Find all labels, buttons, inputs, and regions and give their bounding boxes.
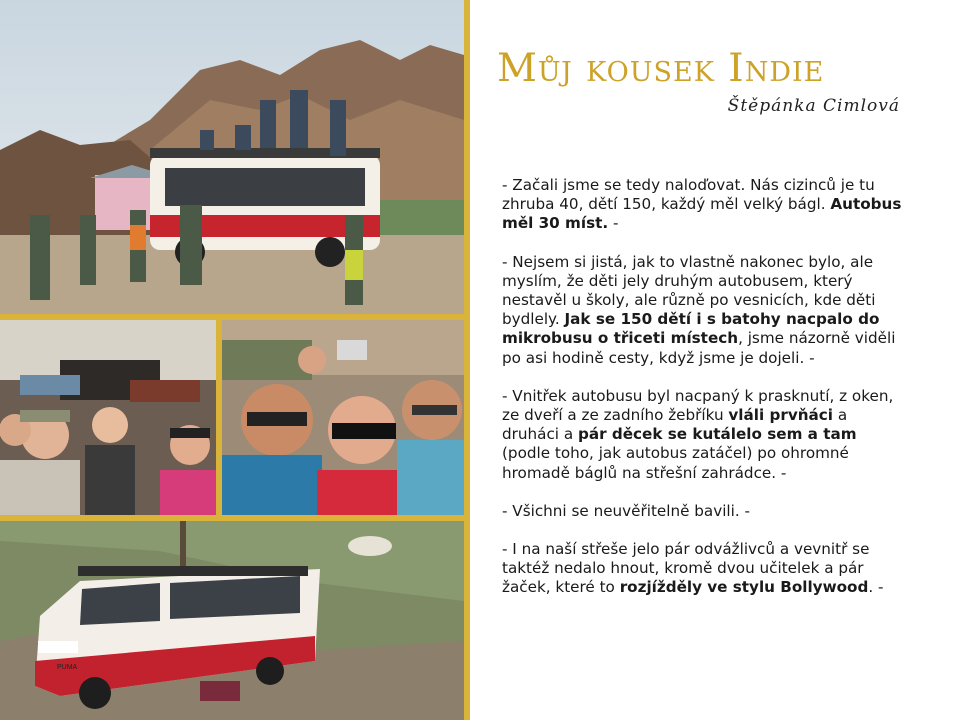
paragraph-2: - Nejsem si jistá, jak to vlastně nakonec bylo, ale myslím, že děti jely druhým autobusem, který nestavěl u školy, ale různě po vesnicích, kde děti bydlely. Jak se 150 dětí i s batohy nacpalo do mikrobusu o třiceti místech, jsme názorně viděli po asi hodině cesty, když jsme je dojeli. - (502, 252, 896, 367)
paragraph-4: - Všichni se neuvěřitelně bavili. - (502, 501, 750, 520)
paragraph-3: - Vnitřek autobusu byl nacpaný k prasknutí, z oken, ze dveří a ze zadního žebříku vláli prvňáci a druháci a pár děcek se kutálelo sem a tam (podle toho, jak autobus zatáčel) po ohromné hromadě báglů na střešní zahrádce. - (502, 386, 894, 482)
author-name: Štěpánka Cimlová (727, 96, 900, 116)
photo-bus-exterior (0, 521, 464, 720)
photo-bus-interior (0, 320, 216, 515)
article-body (502, 176, 902, 617)
page-title: Můj kousek Indie (497, 46, 825, 91)
bus-logo-text: PUMA (57, 664, 78, 671)
paragraph-1: - Začali jsme se tedy naloďovat. Nás cizinců je tu zhruba 40, dětí 150, každý měl velký bágl. Autobus měl 30 míst. - (502, 176, 902, 233)
photo-selfie (222, 320, 464, 515)
photo-bus-loading (0, 0, 464, 314)
paragraph-5: - I na naší střeše jelo pár odvážlivců a vevnitř se taktéž nedalo hnout, kromě dvou učitelek a pár žaček, které to rozjížděly ve stylu Bollywood. - (502, 540, 884, 597)
